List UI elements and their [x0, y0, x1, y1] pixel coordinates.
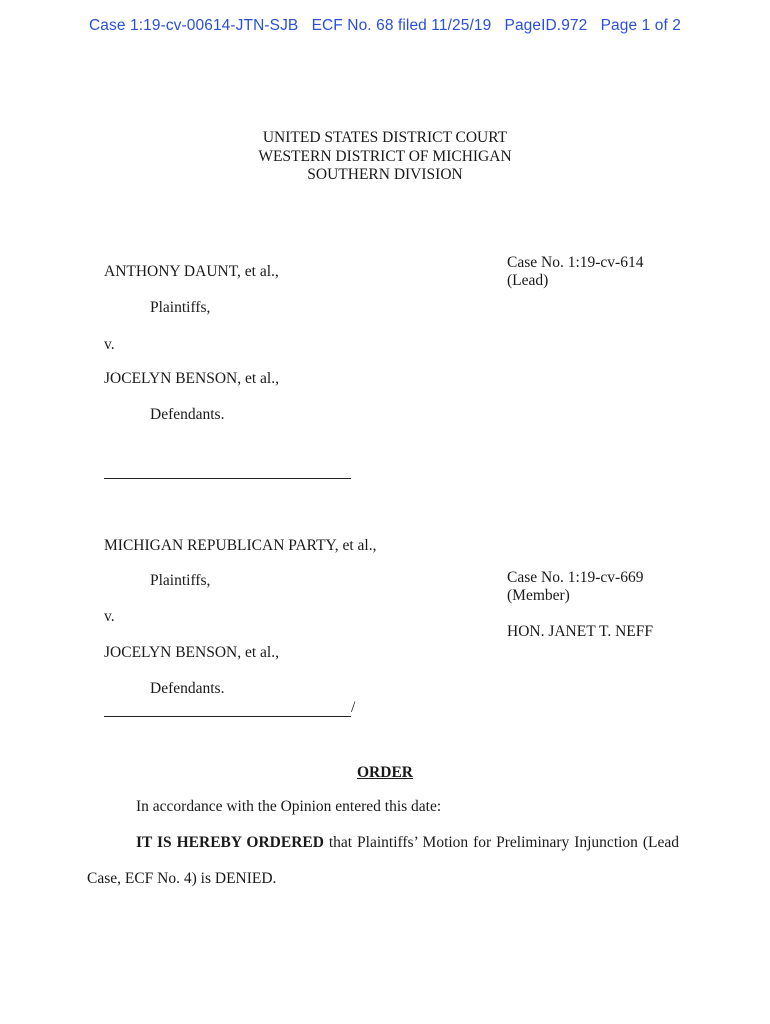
case1-case-number: Case No. 1:19-cv-614: [507, 254, 644, 271]
case2-defendant: JOCELYN BENSON, et al.,: [104, 644, 279, 661]
ecf-header-stamp: Case 1:19-cv-00614-JTN-SJB ECF No. 68 filed 11/25/19 PageID.972 Page 1 of 2: [89, 17, 681, 34]
caption-closing-line: [104, 716, 351, 717]
case1-defendant: JOCELYN BENSON, et al.,: [104, 370, 279, 387]
caption-divider-line: [104, 478, 351, 479]
court-name: UNITED STATES DISTRICT COURT: [262, 129, 508, 146]
case2-plaintiff: MICHIGAN REPUBLICAN PARTY, et al.,: [104, 537, 377, 554]
case2-versus: v.: [104, 608, 115, 625]
court-district: WESTERN DISTRICT OF MICHIGAN: [258, 147, 512, 165]
case1-plaintiffs-label: Plaintiffs,: [150, 299, 211, 316]
order-paragraph-line1: [87, 834, 679, 852]
case1-plaintiff: ANTHONY DAUNT, et al.,: [104, 263, 279, 280]
order-paragraph-line2: Case, ECF No. 4) is DENIED.: [87, 870, 277, 887]
order-intro: In accordance with the Opinion entered this date:: [136, 798, 442, 815]
case2-defendants-label: Defendants.: [150, 680, 225, 697]
case2-case-role: (Member): [507, 587, 570, 604]
case1-case-role: (Lead): [507, 272, 549, 289]
order-title: ORDER: [357, 764, 413, 781]
case2-judge: HON. JANET T. NEFF: [507, 623, 653, 640]
case1-defendants-label: Defendants.: [150, 406, 225, 423]
order-hereby-ordered: IT IS HEREBY ORDERED: [136, 834, 324, 851]
order-line1-rest: that Plaintiffs’ Motion for Preliminary Injunction (Lead: [323, 834, 679, 851]
case2-case-number: Case No. 1:19-cv-669: [507, 569, 644, 586]
case2-plaintiffs-label: Plaintiffs,: [150, 572, 211, 589]
case1-versus: v.: [104, 336, 115, 353]
court-division: SOUTHERN DIVISION: [307, 166, 463, 183]
caption-closing-slash: /: [351, 699, 356, 716]
court-caption: [0, 129, 770, 185]
